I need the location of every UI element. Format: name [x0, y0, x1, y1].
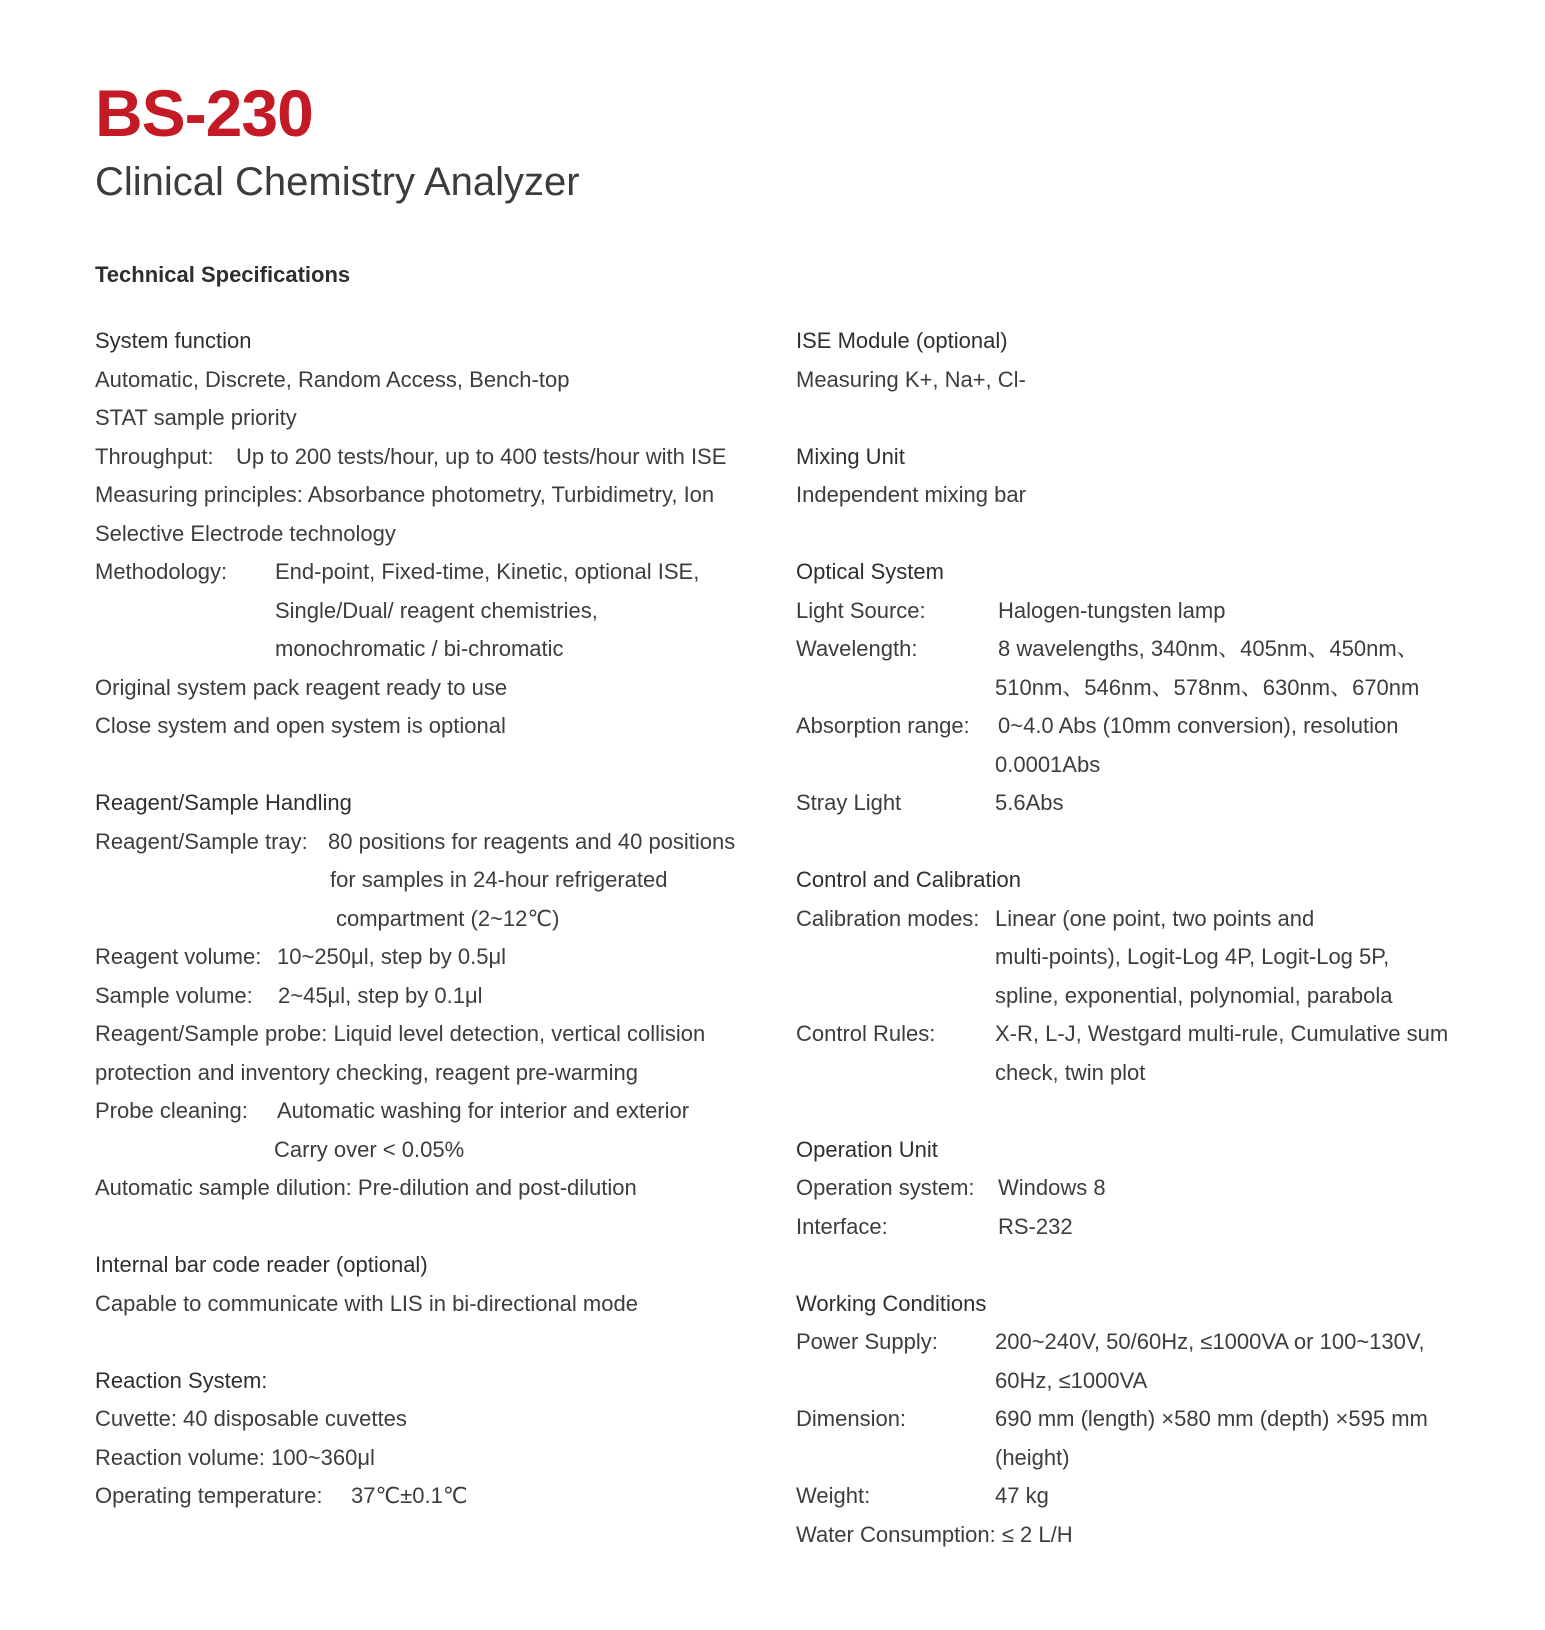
- spec-line: STAT sample priority: [95, 405, 297, 430]
- product-name: Clinical Chemistry Analyzer: [95, 160, 580, 204]
- spec-line: protection and inventory checking, reagent pre-warming: [95, 1059, 638, 1085]
- spec-label: Control Rules:: [796, 1021, 936, 1046]
- spec-label: Operating temperature:: [95, 1483, 323, 1508]
- spec-value: Windows 8: [998, 1175, 1106, 1200]
- spec-row-dimension: [796, 1400, 1496, 1477]
- spec-label: Reagent volume:: [95, 944, 262, 969]
- spec-label: Reagent/Sample tray:: [95, 828, 308, 854]
- spec-row-weight: [796, 1477, 1496, 1516]
- spec-label: Light Source:: [796, 597, 926, 623]
- spec-value: Linear (one point, two points and multi-points), Logit-Log 4P, Logit-Log 5P, spline, exponential, polynomial, parabola: [995, 905, 1393, 1008]
- spec-value: 10~250μl, step by 0.5μl: [277, 944, 507, 969]
- section-title: Control and Calibration: [796, 867, 1022, 892]
- section-title: Internal bar code reader (optional): [95, 1252, 428, 1277]
- spec-label: Calibration modes:: [796, 905, 980, 931]
- spec-label: Absorption range:: [796, 713, 970, 738]
- spec-row-absorption-range: [796, 707, 1496, 784]
- spec-row-calibration-modes: [796, 900, 1496, 1016]
- spec-line: Reagent/Sample probe: Liquid level detection, vertical collision: [95, 1021, 706, 1046]
- spec-row-probe-cleaning: [95, 1092, 770, 1169]
- spec-label: Dimension:: [796, 1406, 907, 1431]
- spec-label: Sample volume:: [95, 982, 253, 1008]
- section-title: Working Conditions: [796, 1290, 987, 1316]
- section-system-function: [95, 322, 770, 746]
- section-ise-module: [796, 322, 1496, 399]
- spec-line: Automatic sample dilution: Pre-dilution and post-dilution: [95, 1175, 637, 1200]
- spec-value: 2~45μl, step by 0.1μl: [278, 982, 483, 1008]
- spec-line: Independent mixing bar: [796, 482, 1026, 507]
- section-title: Reagent/Sample Handling: [95, 790, 352, 815]
- spec-value: 47 kg: [995, 1483, 1049, 1508]
- spec-line: Close system and open system is optional: [95, 713, 506, 738]
- spec-value: RS-232: [998, 1213, 1073, 1239]
- spec-value: 5.6Abs: [995, 790, 1064, 815]
- section-reaction-system: [95, 1362, 770, 1516]
- spec-line: Automatic, Discrete, Random Access, Bench-top: [95, 366, 570, 392]
- section-title: Operation Unit: [796, 1136, 938, 1162]
- spec-line: Measuring principles: Absorbance photometry, Turbidimetry, Ion: [95, 482, 715, 507]
- section-title: Mixing Unit: [796, 443, 905, 469]
- spec-value: End-point, Fixed-time, Kinetic, optional ISE, Single/Dual/ reagent chemistries, monochromatic / bi-chromatic: [275, 559, 700, 661]
- spec-line: Measuring K+, Na+, Cl-: [796, 366, 1026, 392]
- section-optical-system: [796, 553, 1496, 823]
- spec-value: Halogen-tungsten lamp: [998, 597, 1226, 623]
- spec-line: Capable to communicate with LIS in bi-directional mode: [95, 1290, 638, 1316]
- spec-line: Reaction volume: 100~360μl: [95, 1444, 375, 1470]
- section-bar-code-reader: [95, 1246, 770, 1323]
- spec-row-wavelength: [796, 630, 1496, 707]
- spec-row-reagent-volume: [95, 938, 770, 977]
- spec-row-interface: [796, 1208, 1496, 1247]
- spec-value: 690 mm (length) ×580 mm (depth) ×595 mm (height): [995, 1406, 1428, 1470]
- spec-row-light-source: [796, 592, 1496, 631]
- spec-line: Original system pack reagent ready to use: [95, 674, 508, 700]
- spec-line: Selective Electrode technology: [95, 520, 396, 546]
- spec-row-methodology: [95, 553, 770, 669]
- section-title: Optical System: [796, 559, 944, 584]
- spec-value: 37℃±0.1℃: [351, 1483, 468, 1508]
- spec-label: Power Supply:: [796, 1329, 938, 1354]
- spec-label: Methodology:: [95, 559, 228, 584]
- section-title: ISE Module (optional): [796, 328, 1008, 353]
- spec-line: Cuvette: 40 disposable cuvettes: [95, 1406, 407, 1431]
- spec-value: 0~4.0 Abs (10mm conversion), resolution 0.0001Abs: [995, 713, 1399, 777]
- spec-label: Wavelength:: [796, 636, 918, 661]
- spec-row-control-rules: [796, 1015, 1496, 1092]
- technical-specifications-heading: Technical Specifications: [95, 262, 351, 287]
- spec-value: Up to 200 tests/hour, up to 400 tests/hour with ISE: [236, 443, 727, 469]
- spec-value: Automatic washing for interior and exterior Carry over < 0.05%: [274, 1098, 690, 1162]
- spec-value: 200~240V, 50/60Hz, ≤1000VA or 100~130V, 60Hz, ≤1000VA: [995, 1329, 1425, 1393]
- spec-row-stray-light: [796, 784, 1496, 823]
- product-model: BS-230: [95, 76, 313, 150]
- section-working-conditions: [796, 1285, 1496, 1555]
- left-column: [95, 322, 770, 1516]
- spec-label: Weight:: [796, 1483, 871, 1508]
- spec-row-throughput: [95, 438, 770, 477]
- spec-line: Water Consumption: ≤ 2 L/H: [796, 1521, 1073, 1547]
- spec-row-tray: [95, 823, 770, 939]
- section-title: Reaction System:: [95, 1367, 268, 1393]
- section-reagent-sample-handling: [95, 784, 770, 1208]
- spec-row-power-supply: [796, 1323, 1496, 1400]
- spec-label: Probe cleaning:: [95, 1098, 248, 1123]
- spec-label: Stray Light: [796, 790, 902, 815]
- section-operation-unit: [796, 1131, 1496, 1247]
- section-title: System function: [95, 328, 252, 353]
- spec-label: Interface:: [796, 1213, 888, 1239]
- spec-row-operating-temperature: [95, 1477, 770, 1516]
- spec-row-sample-volume: [95, 977, 770, 1016]
- right-column: [796, 322, 1496, 1554]
- section-mixing-unit: [796, 438, 1496, 515]
- spec-label: Throughput:: [95, 443, 214, 469]
- spec-value: 8 wavelengths, 340nm、405nm、450nm、 510nm、546nm、578nm、630nm、670nm: [995, 636, 1420, 700]
- section-control-calibration: [796, 861, 1496, 1092]
- spec-value: 80 positions for reagents and 40 positions for samples in 24-hour refrigerated compartment (2~12℃): [328, 828, 736, 931]
- spec-value: X-R, L-J, Westgard multi-rule, Cumulative sum check, twin plot: [995, 1021, 1449, 1085]
- spec-label: Operation system:: [796, 1175, 975, 1200]
- spec-row-operation-system: [796, 1169, 1496, 1208]
